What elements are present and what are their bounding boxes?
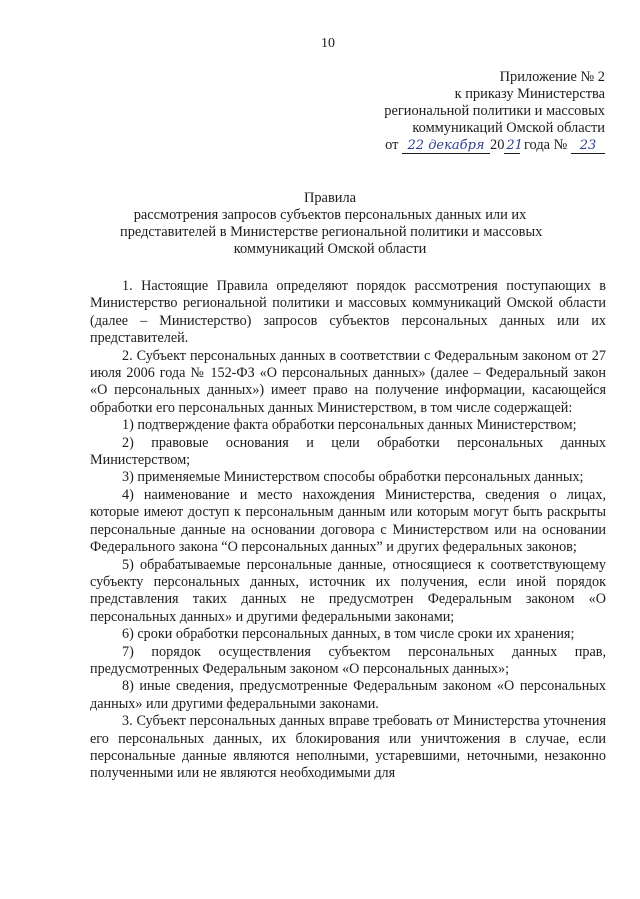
year-word: года № (524, 137, 568, 153)
title-subtitle-line2: представителей в Министерстве региональной политики и массовых (120, 224, 543, 240)
date-prefix: от (385, 137, 399, 153)
list-item-7: 7) порядок осуществления субъектом персональных данных прав, предусмотренных Федеральным законом «О персональных данных»; (90, 643, 606, 677)
title-subtitle-line1: рассмотрения запросов субъектов персональных данных или их (133, 207, 527, 223)
paragraph-3: 3. Субъект персональных данных вправе требовать от Министерства уточнения его персональных данных, их блокирования или уничтожения в случае, если персональные данные являются неполными, устаревшими, неточными, незаконно полученными или не являются необходимыми для (90, 713, 606, 782)
page-number: 10 (321, 36, 335, 51)
paragraph-2: 2. Субъект персональных данных в соответствии с Федеральным законом от 27 июля 2006 года № 152-ФЗ «О персональных данных» (далее – Федеральный закон «О персональных данных») имеет право на получение информации, касающейся обработки его персональных данных Министерством, в том числе содержащей: (90, 347, 606, 416)
year-prefix: 20 (490, 137, 505, 153)
title-subtitle-line3: коммуникаций Омской области (233, 241, 427, 257)
appendix-order-ref: к приказу Министерства (454, 86, 605, 102)
handwritten-date: 22 декабря (402, 139, 490, 154)
paragraph-1: 1. Настоящие Правила определяют порядок рассмотрения поступающих в Министерство региональной политики и массовых коммуникаций Омской области (далее – Министерство) запросов субъектов персональных данных или их представителей. (90, 278, 606, 347)
document-title (120, 190, 543, 258)
handwritten-year: 21 (506, 138, 523, 153)
handwritten-doc-number: 23 (571, 139, 605, 154)
appendix-ministry-line2: коммуникаций Омской области (412, 120, 605, 136)
list-item-2: 2) правовые основания и цели обработки персональных данных Министерством; (90, 434, 606, 469)
appendix-header (245, 69, 605, 154)
list-item-5: 5) обрабатываемые персональные данные, относящиеся к соответствующему субъекту персональных данных, источник их получения, если иной порядок представления таких данных не предусмотрен Федеральным законом «О персональных данных» и другими федеральными законами; (90, 556, 606, 625)
document-body (90, 278, 606, 783)
list-item-4: 4) наименование и место нахождения Министерства, сведения о лицах, которые имеют доступ к персональным данным или которым могут быть раскрыты персональные данные на основании договора с Министерством или на основании Федерального закона “О персональных данных” и других федеральных законов; (90, 486, 606, 556)
list-item-3: 3) применяемые Министерством способы обработки персональных данных; (122, 469, 584, 486)
list-item-1: 1) подтверждение факта обработки персональных данных Министерством; (122, 417, 577, 434)
appendix-ministry-line1: региональной политики и массовых (384, 103, 605, 119)
appendix-date-line (245, 137, 605, 154)
list-item-8: 8) иные сведения, предусмотренные Федеральным законом «О персональных данных» или другими федеральными законами. (90, 678, 606, 712)
appendix-title: Приложение № 2 (499, 69, 605, 85)
list-item-6: 6) сроки обработки персональных данных, в том числе сроки их хранения; (122, 626, 575, 643)
title-heading: Правила (303, 190, 357, 206)
